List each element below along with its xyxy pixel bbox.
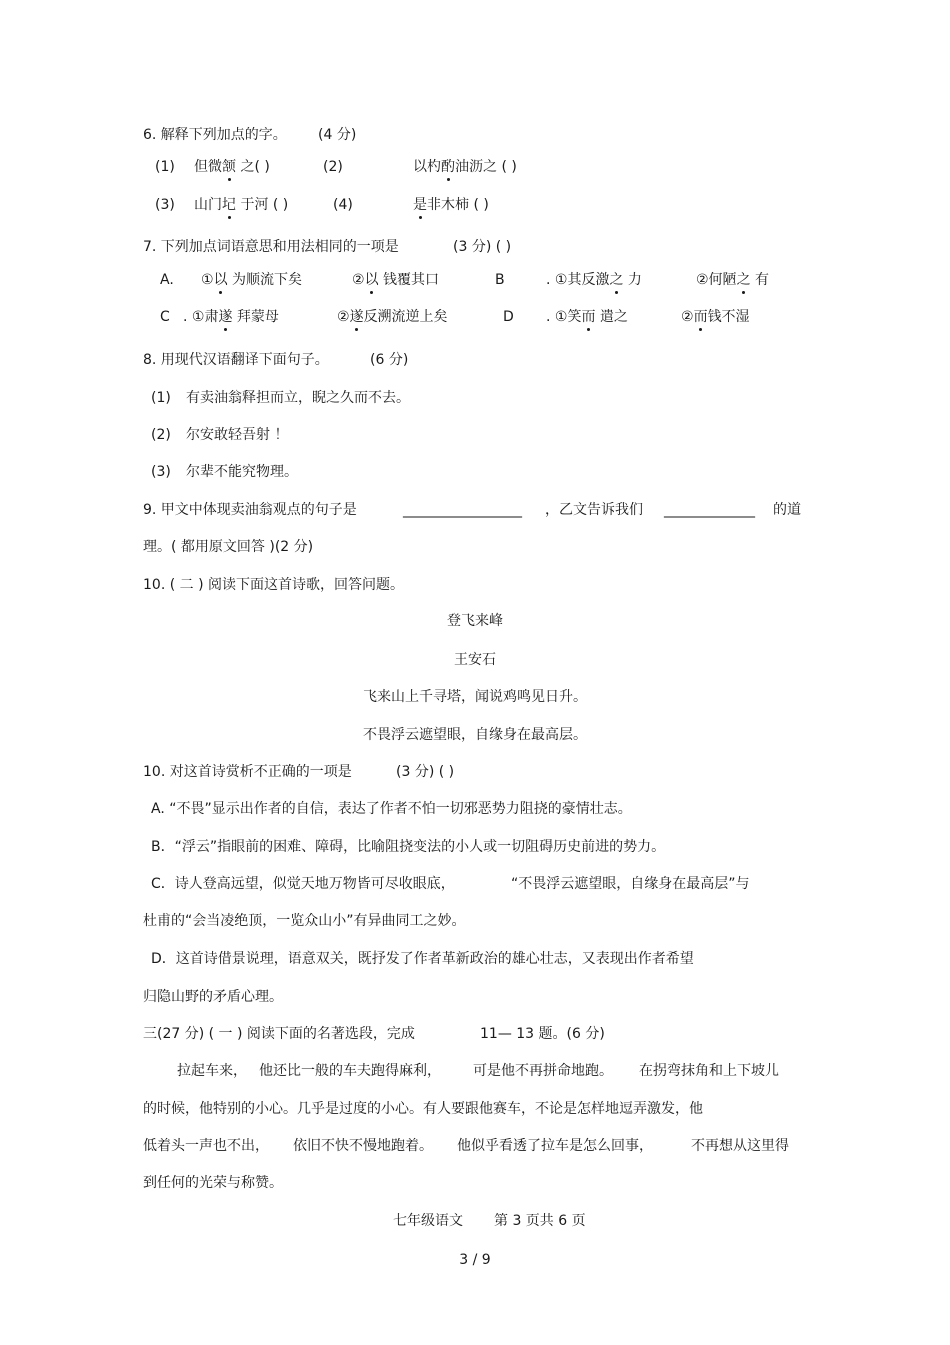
q7-b1-dotted-char: 之	[609, 272, 624, 288]
q10-intro: 10. ( 二 ) 阅读下面这首诗歌，回答问题。	[143, 577, 404, 593]
q7-option-c2	[337, 308, 448, 326]
q7-a2-post: 钱覆其口	[378, 272, 440, 288]
q6-item4-dotted-char: 是	[413, 197, 427, 213]
q7-a2-dotted-char: 以	[364, 272, 379, 288]
q6-item4-post: 非木柿 ( )	[427, 197, 489, 213]
poem-line-1: 飞来山上千寻塔，闻说鸡鸣见日升。	[363, 689, 587, 705]
q9-part1: 9. 甲文中体现卖油翁观点的句子是	[143, 502, 357, 518]
q7-option-a-label: A.	[160, 272, 174, 288]
q7-option-c1	[183, 308, 279, 326]
q7-option-b2	[696, 271, 769, 289]
q7-d1-dotted-char: 而	[581, 309, 596, 325]
q7-c1-pre: . ①肃	[183, 309, 219, 325]
q6-item1-pre: 但微	[194, 159, 222, 175]
q7-b2-pre: ②何陋	[696, 272, 737, 288]
q6-stem-text: 6. 解释下列加点的字。	[143, 127, 287, 143]
q8-s1-num: (1)	[151, 390, 171, 406]
page-number: 3 / 9	[459, 1252, 491, 1268]
q9-part2: ，乙文告诉我们	[545, 502, 643, 518]
q7-option-c-label: C	[160, 309, 170, 325]
passage-l1b: 他还比一般的车夫跑得麻利，	[259, 1063, 441, 1079]
q7-option-b1	[546, 271, 642, 289]
q6-item3-dotted-char: 圮	[222, 197, 236, 213]
q10-option-b: B．“浮云”指眼前的困难、障碍，比喻阻挠变法的小人或一切阻碍历史前进的势力。	[151, 839, 666, 855]
q6-item3-pre: 山门	[194, 197, 222, 213]
q8-score: (6 分)	[370, 352, 409, 368]
passage-l1c: 可是他不再拼命地跑。	[473, 1063, 613, 1079]
q6-item2-dotted-char: 酌	[441, 159, 455, 175]
q10-option-d-line1: D．这首诗借景说理，语意双关，既抒发了作者革新政治的雄心壮志，又表现出作者希望	[151, 951, 694, 967]
q7-score: (3 分) ( )	[453, 239, 512, 255]
section3-range: 11— 13 题。(6 分)	[480, 1026, 605, 1042]
q7-b2-dotted-char: 之	[736, 272, 751, 288]
section3-heading: 三(27 分) ( 一 ) 阅读下面的名著选段，完成	[143, 1026, 415, 1042]
q7-c1-post: 拜蒙母	[232, 309, 279, 325]
q10-option-d-line2: 归隐山野的矛盾心理。	[143, 989, 283, 1005]
q6-score: (4 分)	[318, 127, 357, 143]
q10-option-a: A. “不畏”显示出作者的自信，表达了作者不怕一切邪恶势力阻挠的豪情壮志。	[151, 801, 632, 817]
q10-option-c-quote: “不畏浮云遮望眼，自缘身在最高层”与	[511, 876, 750, 892]
q7-option-d-label: D	[503, 309, 514, 325]
q6-item4-num: (4)	[333, 197, 353, 213]
q7-c2-post: 反溯流逆上矣	[363, 309, 448, 325]
q8-s3-num: (3)	[151, 464, 171, 480]
q8-sentence-2: 尔安敢轻吾射 ！	[186, 427, 289, 443]
q8-stem: 8. 用现代汉语翻译下面句子。	[143, 352, 329, 368]
q6-item1-post: 之( )	[236, 159, 270, 175]
q6-item2-num: (2)	[323, 159, 343, 175]
q7-a1-dotted-char: 以	[213, 272, 228, 288]
q7-c2-pre: ②	[337, 309, 350, 325]
q7-option-d2	[681, 308, 750, 326]
q6-item1-num: (1)	[155, 159, 175, 175]
footer-page-info: 第 3 页共 6 页	[494, 1213, 586, 1229]
poem-author: 王安石	[454, 652, 496, 668]
q7-stem: 7. 下列加点词语意思和用法相同的一项是	[143, 239, 399, 255]
q7-b1-post: 力	[623, 272, 642, 288]
q10-stem: 10. 对这首诗赏析不正确的一项是	[143, 764, 352, 780]
q6-item2-pre: 以杓	[413, 159, 441, 175]
q9-line2: 理。( 都用原文回答 )(2 分)	[143, 539, 314, 555]
q7-c1-dotted-char: 遂	[218, 309, 233, 325]
passage-l1d: 在拐弯抹角和上下坡儿	[639, 1063, 779, 1079]
poem-title: 登飞来峰	[447, 613, 503, 629]
q6-item3	[194, 196, 288, 214]
q10-score: (3 分) ( )	[396, 764, 455, 780]
q7-option-a2	[352, 271, 439, 289]
q6-item4	[413, 196, 489, 214]
q6-item1-dotted-char: 颔	[222, 159, 236, 175]
passage-l3c: 他似乎看透了拉车是怎么回事，	[457, 1138, 653, 1154]
q8-sentence-1: 有卖油翁释担而立，睨之久而不去。	[186, 390, 410, 406]
q6-item1	[194, 158, 270, 176]
passage-l2: 的时候，他特别的小心。几乎是过度的小心。有人要跟他赛车，不论是怎样地逗弄激发，他	[143, 1101, 703, 1117]
q7-d2-post: 钱不湿	[707, 309, 750, 325]
passage-l3d: 不再想从这里得	[691, 1138, 789, 1154]
q7-a2-pre: ②	[352, 272, 365, 288]
q7-c2-dotted-char: 遂	[349, 309, 364, 325]
passage-l3b: 依旧不快不慢地跑着。	[293, 1138, 433, 1154]
q6-item2-post: 油沥之 ( )	[455, 159, 517, 175]
q7-b2-post: 有	[750, 272, 770, 288]
q6-item3-post: 于河 ( )	[236, 197, 289, 213]
q7-option-b-label: B	[495, 272, 505, 288]
q9-part3: 的道	[773, 502, 801, 518]
q8-sentence-3: 尔辈不能究物理。	[186, 464, 298, 480]
q10-option-c-line2: 杜甫的“会当凌绝顶，一览众山小”有异曲同工之妙。	[143, 913, 466, 929]
q7-d1-post: 遣之	[595, 309, 628, 325]
q7-d1-pre: . ①笑	[546, 309, 582, 325]
q7-option-d1	[546, 308, 628, 326]
q10-option-c-line1: C．诗人登高远望，似觉天地万物皆可尽收眼底，	[151, 876, 455, 892]
q9-blank-1: _________________	[403, 502, 522, 518]
q7-d2-dotted-char: 而	[693, 309, 708, 325]
passage-l3a: 低着头一声也不出，	[143, 1138, 269, 1154]
q9-blank-2: _____________	[664, 502, 755, 518]
footer-course: 七年级语文	[393, 1213, 463, 1229]
passage-l4: 到任何的光荣与称赞。	[143, 1175, 283, 1191]
passage-l1a: 拉起车来，	[177, 1063, 247, 1079]
q6-item3-num: (3)	[155, 197, 175, 213]
q7-option-a1	[201, 271, 302, 289]
q8-s2-num: (2)	[151, 427, 171, 443]
q7-b1-pre: . ①其反激	[546, 272, 610, 288]
poem-line-2: 不畏浮云遮望眼，自缘身在最高层。	[363, 727, 587, 743]
q6-stem	[143, 126, 287, 144]
q6-item2	[413, 158, 517, 176]
q7-a1-post: 为顺流下矣	[227, 272, 303, 288]
q7-d2-pre: ②	[681, 309, 694, 325]
q7-a1-pre: ①	[201, 272, 214, 288]
